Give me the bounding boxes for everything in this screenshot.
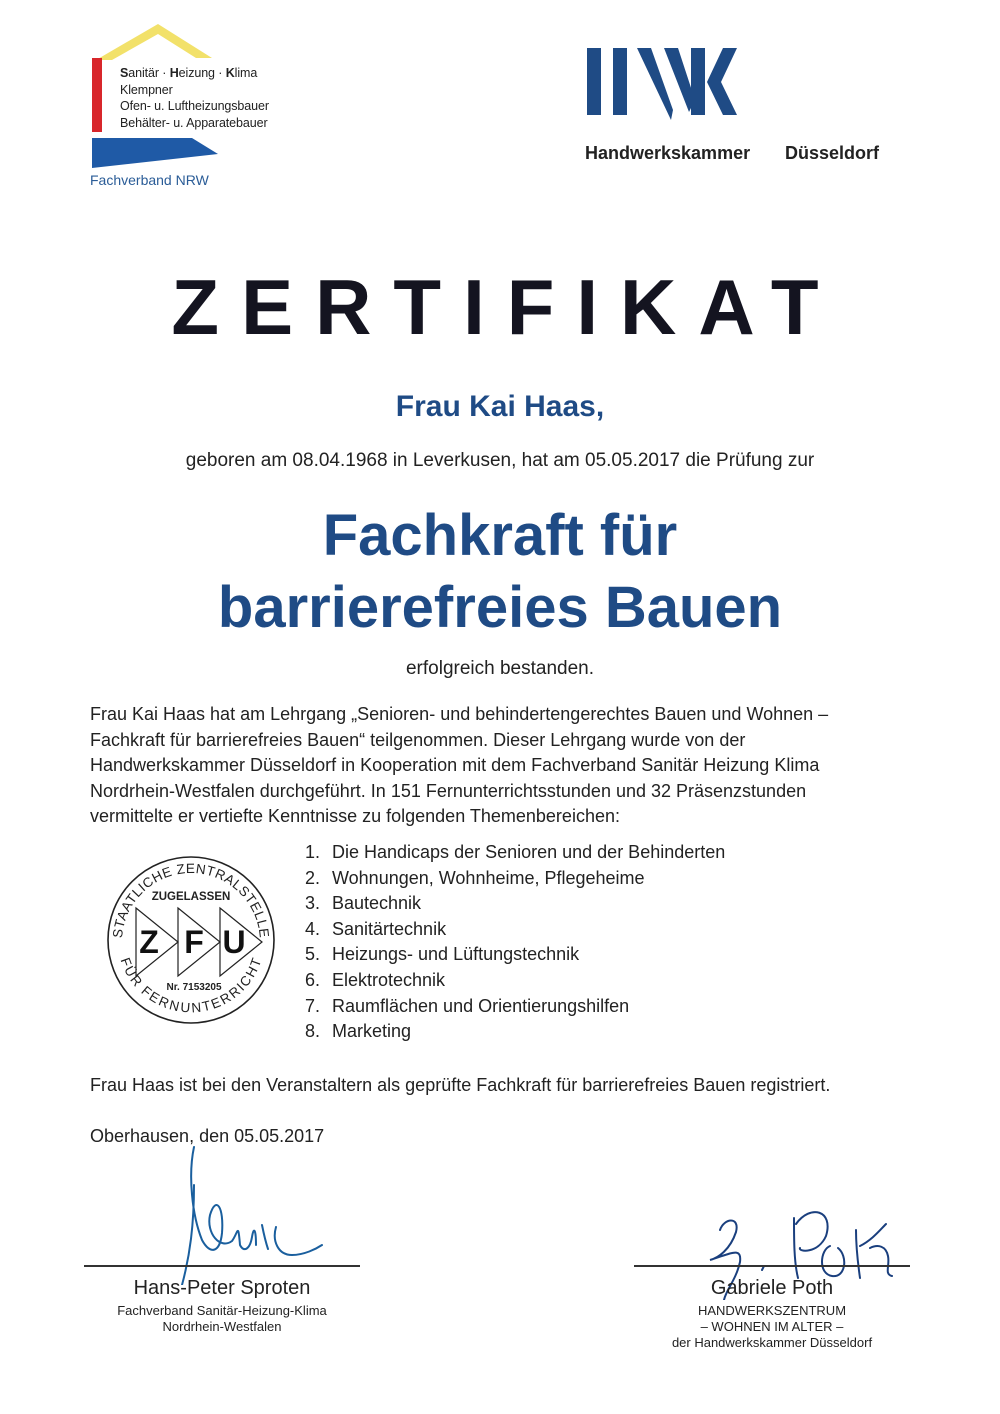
passed-text: erfolgreich bestanden. [405,658,594,679]
svg-text:Z: Z [139,924,159,960]
hwk-name [585,143,885,164]
signatory-poth [634,1277,910,1351]
logo-footer-text: Fachverband NRW [90,172,209,188]
topic-item: 5. Heizungs- und Lüftungstechnik [305,944,580,965]
signatory-name: Hans-Peter Sproten [133,1277,311,1299]
qualification-title [0,500,1000,644]
topic-item: 7. Raumflächen und Orientierungshilfen [305,995,630,1016]
svg-text:FÜR FERNUNTERRICHT: FÜR FERNUNTERRICHT [117,955,265,1016]
topic-item: 4. Sanitärtechnik [305,918,447,939]
zfu-seal [106,850,276,1025]
zfu-seal-icon [106,850,276,1025]
signatory-org: HANDWERKSZENTRUM – WOHNEN IM ALTER – der Handwerkskammer Düsseldorf [671,1303,873,1350]
intro-text: geboren am 08.04.1968 in Leverkusen, hat am 05.05.2017 die Prüfung zur [185,450,815,471]
hwk-city: Düsseldorf [785,143,880,163]
para-line: Fachkraft für barrierefreies Bauen“ teilgenommen. Dieser Lehrgang wurde von der [90,729,746,750]
qualification-line-2: barrierefreies Bauen [217,575,783,640]
logo-line-4: Behälter- u. Apparatebauer [120,115,268,130]
certificate-title: ZERTIFIKAT [171,263,841,351]
para-line: Handwerkskammer Düsseldorf in Kooperation mit dem Fachverband Sanitär Heizung Klima [90,755,820,775]
course-description [90,702,880,830]
svg-text:U: U [222,924,246,960]
topic-item: 6. Elektrotechnik [305,969,446,990]
hwk-logo [585,45,895,175]
para-line: Frau Kai Haas hat am Lehrgang „Senioren- und behindertengerechtes Bauen und Wohnen – [90,704,829,724]
svg-text:Nr. 7153205: Nr. 7153205 [166,982,222,993]
logo-line-1: Sanitär · Heizung · Klima [120,66,258,80]
topics-list [305,840,725,1045]
signatory-name: Gabriele Poth [710,1277,834,1299]
fachverband-nrw-logo [88,22,298,197]
logo-line-3: Ofen- u. Luftheizungsbauer [120,99,269,113]
para-line: vermittelte er vertiefte Kenntnisse zu folgenden Themenbereichen: [90,806,620,826]
signature-line-right [634,1265,910,1267]
para-line: Nordrhein-Westfalen durchgeführt. In 151 Fernunterrichtsstunden und 32 Präsenzstunden [90,780,807,801]
hwk-org: Handwerkskammer [585,143,751,163]
topic-item: 3. Bautechnik [305,893,422,914]
registration-note: Frau Haas ist bei den Veranstaltern als geprüfte Fachkraft für barrierefreies Bauen registriert. [90,1075,831,1095]
logo-text-lines [120,65,269,131]
hwk-mark-icon [587,48,747,120]
svg-text:ZUGELASSEN: ZUGELASSEN [151,891,231,903]
topic-item: 8. Marketing [305,1021,412,1042]
qualification-line-1: Fachkraft für [322,503,678,568]
signatory-org: Fachverband Sanitär-Heizung-Klima Nordrhein-Westfalen [117,1303,327,1334]
logo-line-2: Klempner [120,82,173,97]
topic-item: 2. Wohnungen, Wohnheime, Pflegeheime [305,867,645,888]
topic-item: 1. Die Handicaps der Senioren und der Behinderten [305,842,726,862]
svg-text:STAATLICHE ZENTRALSTELLE: STAATLICHE ZENTRALSTELLE [110,860,272,939]
svg-text:F: F [184,924,204,960]
signature-line-left [84,1265,360,1267]
signatory-sproten [84,1277,360,1335]
recipient-name: Frau Kai Haas, [395,390,605,423]
place-date: Oberhausen, den 05.05.2017 [90,1126,325,1146]
signature-sproten-icon [180,1145,360,1285]
